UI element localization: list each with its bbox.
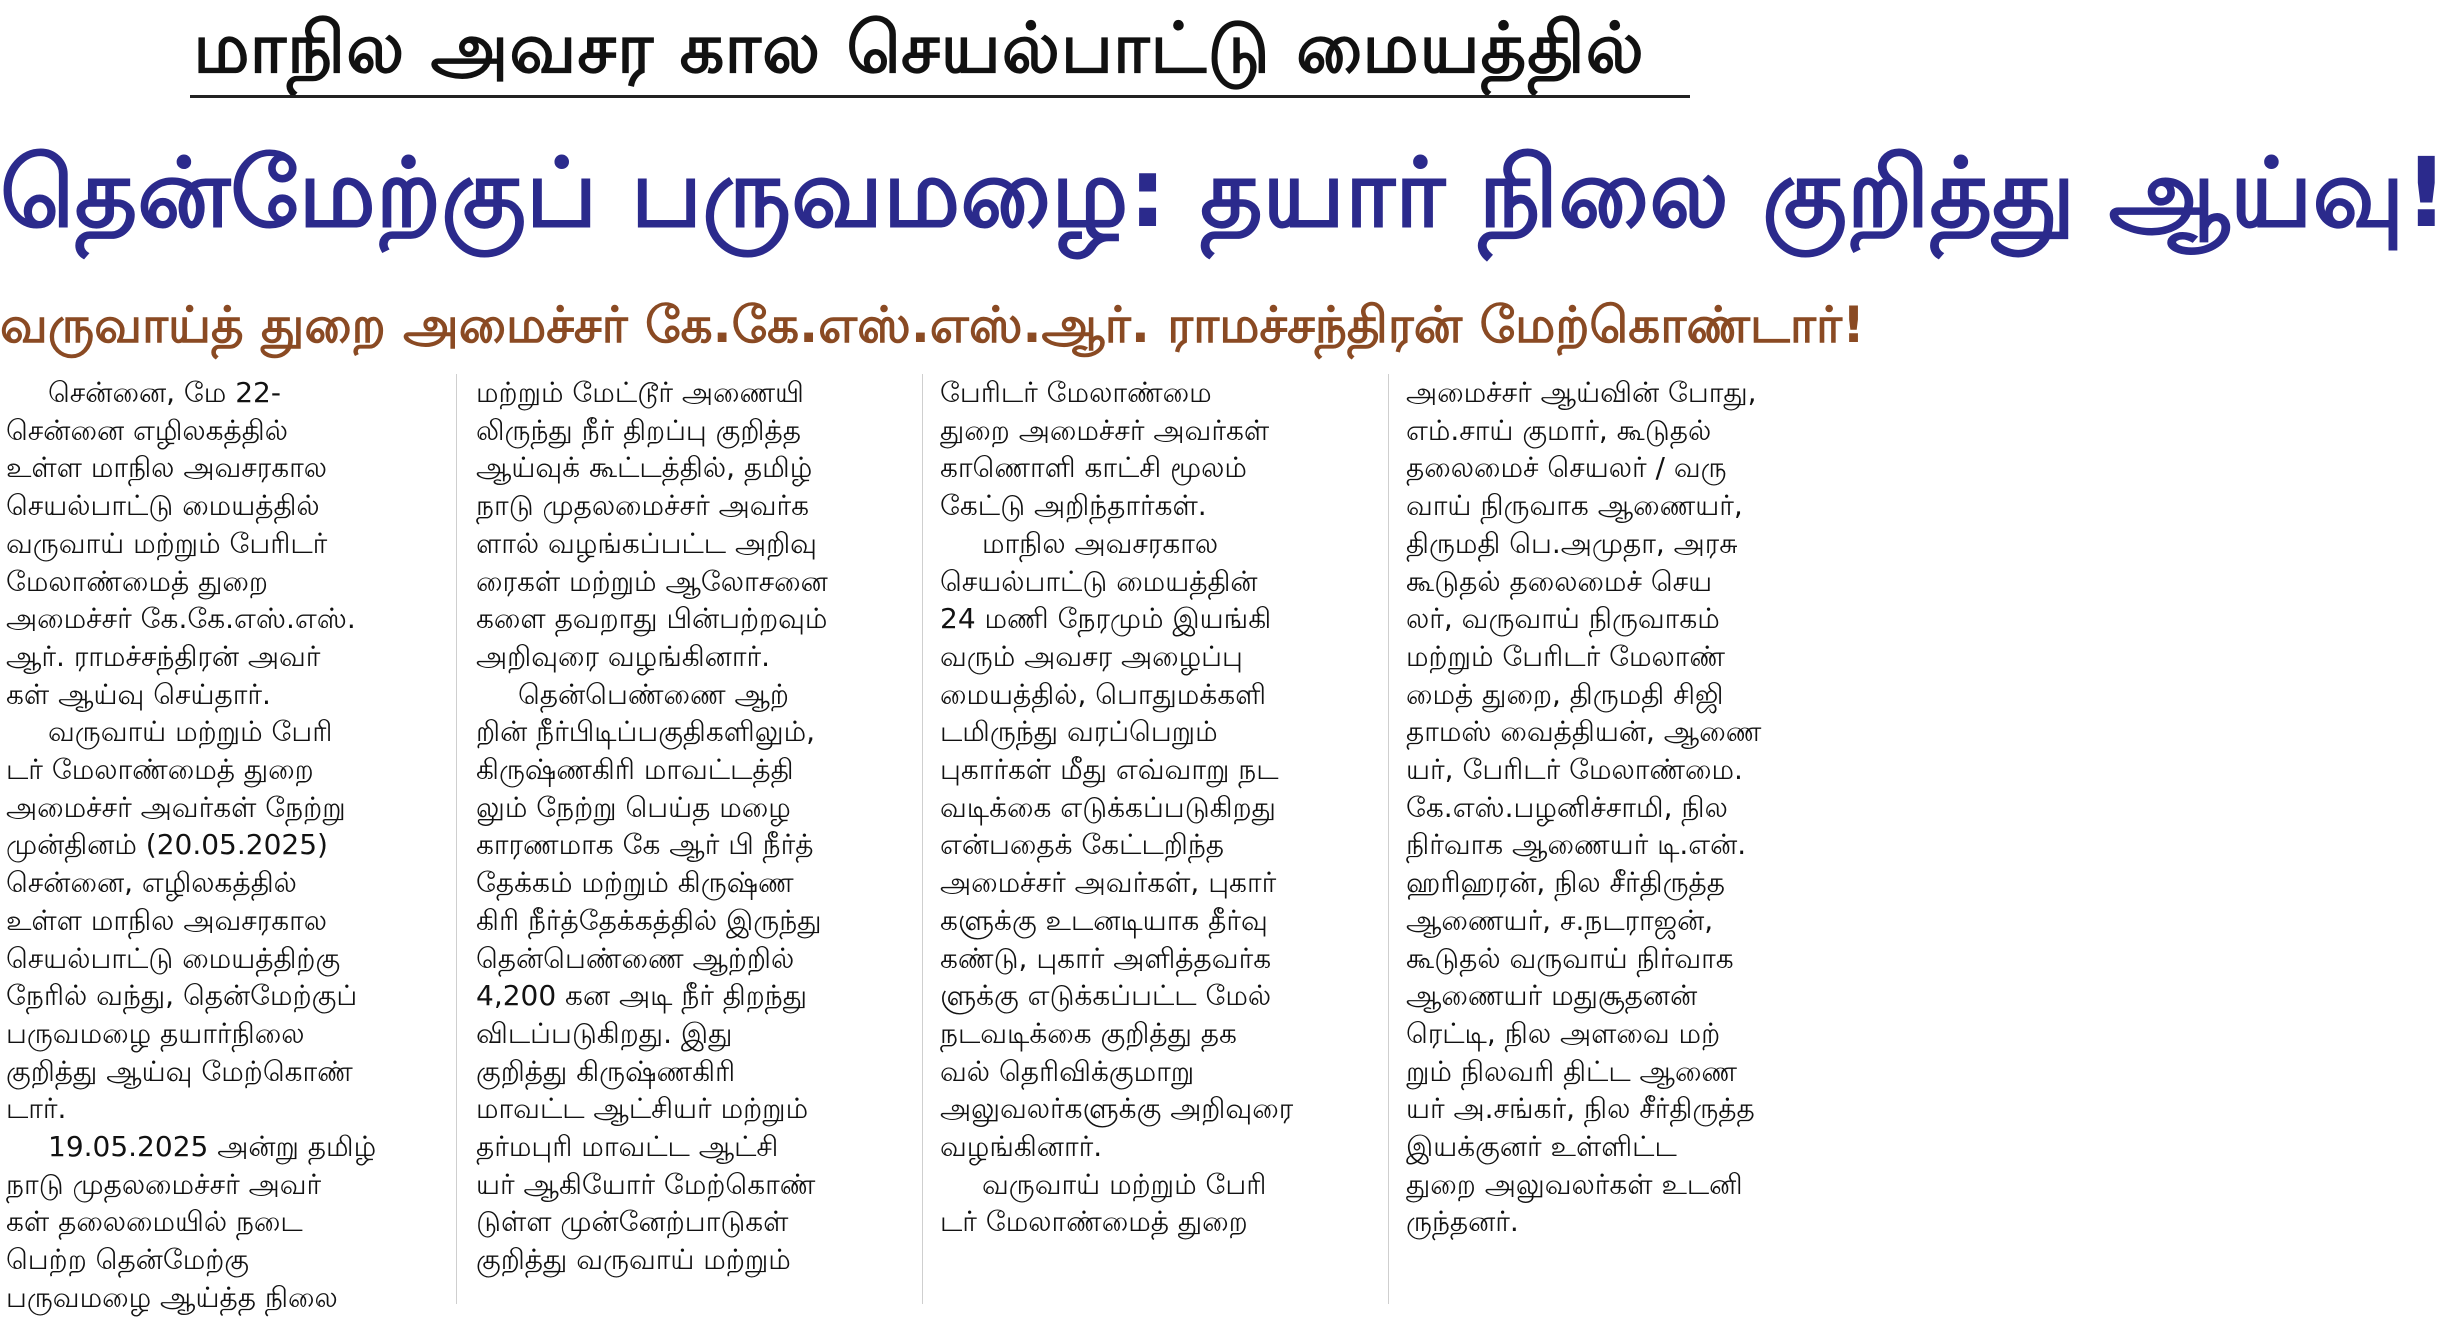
text-line: டர் மேலாண்மைத் துறை [940,1205,1248,1239]
text-line: களை தவறாது பின்பற்றவும் [476,602,828,636]
text-line: வருவாய் மற்றும் பேரிடர் [6,526,328,560]
text-line: ஆணையர் மதுசூதனன் [1406,979,1698,1013]
text-line: பெற்ற தென்மேற்கு [6,1243,250,1277]
text-line: செயல்பாட்டு மையத்தில் [6,489,320,523]
text-line: டுள்ள முன்னேற்பாடுகள் [476,1205,789,1239]
text-line: மற்றும் பேரிடர் மேலாண் [1406,639,1726,673]
text-line: ரெட்டி, நில அளவை மற் [1406,1016,1721,1050]
text-line: வடிக்கை எடுக்கப்படுகிறது [940,790,1276,824]
column-divider [456,374,457,1304]
text-line: கிரி நீர்த்தேக்கத்தில் இருந்து [476,903,822,937]
kicker-title: மாநில அவசர கால செயல்பாட்டு மையத்தில் [193,7,1645,89]
column-divider [1388,374,1389,1304]
kicker-underline [190,95,1690,98]
article-column-3 [940,374,1368,1314]
article-body [0,374,1838,1314]
text-line: கேட்டு அறிந்தார்கள். [940,489,1207,523]
text-line: காணொளி காட்சி மூலம் [940,451,1247,485]
text-line: குறித்து கிருஷ்ணகிரி [476,1054,736,1088]
text-line: வரும் அவசர அழைப்பு [940,639,1243,673]
article-column-1 [6,374,434,1314]
text-line: சென்னை, மே 22- [48,376,281,409]
text-line: கள் ஆய்வு செய்தார். [6,677,271,711]
text-line: அமைச்சர் அவர்கள் நேற்று [6,790,346,824]
text-line: புகார்கள் மீது எவ்வாறு நட [940,753,1279,787]
text-line: வாய் நிருவாக ஆணையர், [1406,489,1743,523]
text-line: மைத் துறை, திருமதி சிஜி [1406,677,1724,711]
text-line: கிருஷ்ணகிரி மாவட்டத்தி [476,753,794,787]
text-line: நேரில் வந்து, தென்மேற்குப் [6,979,358,1013]
text-line: றின் நீர்பிடிப்பகுதிகளிலும், [476,715,816,749]
text-line: யர் அ.சங்கர், நில சீர்திருத்த [1406,1092,1755,1126]
text-line: செயல்பாட்டு மையத்திற்கு [6,941,341,975]
text-line: தென்பெண்ணை ஆற் [518,677,789,711]
text-line: முன்தினம் (20.05.2025) [6,828,328,862]
headline: தென்மேற்குப் பருவமழை: தயார் நிலை குறித்து ஆய்வு! [0,137,2448,249]
text-line: கள் தலைமையில் நடை [6,1205,303,1239]
text-line: கூடுதல் வருவாய் நிர்வாக [1406,941,1734,975]
text-line: செயல்பாட்டு மையத்தின் [940,564,1258,598]
text-line: 24 மணி நேரமும் இயங்கி [940,602,1272,636]
text-line: காரணமாக கே ஆர் பி நீர்த் [476,828,814,862]
text-line: அமைச்சர் ஆய்வின் போது, [1406,376,1757,409]
text-line: பேரிடர் மேலாண்மை [940,376,1212,409]
text-line: ஹரிஹரன், நில சீர்திருத்த [1406,866,1726,900]
text-line: நடவடிக்கை குறித்து தக [940,1016,1237,1050]
text-line: உள்ள மாநில அவசரகால [6,903,327,937]
text-line: அலுவலர்களுக்கு அறிவுரை [940,1092,1294,1126]
text-line: தர்மபுரி மாவட்ட ஆட்சி [476,1130,779,1164]
text-line: 19.05.2025 அன்று தமிழ் [48,1130,377,1164]
text-line: நாடு முதலமைச்சர் அவர்க [476,489,810,523]
text-line: குறித்து வருவாய் மற்றும் [476,1243,791,1277]
text-line: நிர்வாக ஆணையர் டி.என். [1406,828,1747,862]
text-line: கண்டு, புகார் அளித்தவர்க [940,941,1272,975]
text-line: வருவாய் மற்றும் பேரி [982,1167,1267,1201]
article-column-2 [476,374,904,1314]
text-line: துறை அமைச்சர் அவர்கள் [940,413,1270,447]
text-line: பருவமழை ஆய்த்த நிலை [6,1280,338,1314]
text-line: பருவமழை தயார்நிலை [6,1016,305,1050]
text-line: களுக்கு உடனடியாக தீர்வு [940,903,1268,937]
text-line: துறை அலுவலர்கள் உடனி [1406,1167,1743,1201]
text-line: ளால் வழங்கப்பட்ட அறிவு [476,526,817,560]
subheadline: வருவாய்த் துறை அமைச்சர் கே.கே.எஸ்.எஸ்.ஆர். ராமச்சந்திரன் மேற்கொண்டார்! [0,296,1865,354]
text-line: ருந்தனர். [1406,1205,1519,1239]
text-line: இயக்குனர் உள்ளிட்ட [1406,1130,1677,1164]
column-divider [922,374,923,1304]
text-line: யர் ஆகியோர் மேற்கொண் [476,1167,816,1201]
text-line: தாமஸ் வைத்தியன், ஆணை [1406,715,1762,749]
text-line: ரைகள் மற்றும் ஆலோசனை [476,564,828,598]
text-line: டார். [6,1092,67,1126]
text-line: என்பதைக் கேட்டறிந்த [940,828,1225,862]
text-line: டமிருந்து வரப்பெறும் [940,715,1218,749]
text-line: அமைச்சர் கே.கே.எஸ்.எஸ். [6,602,356,636]
text-line: அறிவுரை வழங்கினார். [476,639,770,673]
text-line: ஆய்வுக் கூட்டத்தில், தமிழ் [476,451,813,485]
text-line: மற்றும் மேட்டூர் அணையி [476,376,804,409]
text-line: தேக்கம் மற்றும் கிருஷ்ண [476,866,794,900]
text-line: லர், வருவாய் நிருவாகம் [1406,602,1720,636]
article-column-4 [1406,374,1834,1314]
text-line: குறித்து ஆய்வு மேற்கொண் [6,1054,353,1088]
text-line: லிருந்து நீர் திறப்பு குறித்த [476,413,801,447]
text-line: டர் மேலாண்மைத் துறை [6,753,314,787]
text-line: யர், பேரிடர் மேலாண்மை. [1406,753,1743,787]
text-line: திருமதி பெ.அமுதா, அரசு [1406,526,1738,560]
text-line: லும் நேற்று பெய்த மழை [476,790,791,824]
text-line: ஆணையர், ச.நடராஜன், [1406,903,1714,937]
text-line: விடப்படுகிறது. இது [476,1016,733,1050]
text-line: வல் தெரிவிக்குமாறு [940,1054,1195,1088]
text-line: வழங்கினார். [940,1130,1103,1164]
text-line: அமைச்சர் அவர்கள், புகார் [940,866,1277,900]
text-line: எம்.சாய் குமார், கூடுதல் [1406,413,1712,447]
text-line: ஆர். ராமச்சந்திரன் அவர் [6,639,321,673]
text-line: றும் நிலவரி திட்ட ஆணை [1406,1054,1738,1088]
text-line: தலைமைச் செயலர் / வரு [1406,451,1727,485]
text-line: நாடு முதலமைச்சர் அவர் [6,1167,322,1201]
text-line: மேலாண்மைத் துறை [6,564,268,598]
text-line: ளுக்கு எடுக்கப்பட்ட மேல் [940,979,1272,1013]
text-line: மாநில அவசரகால [982,526,1219,560]
text-line: மாவட்ட ஆட்சியர் மற்றும் [476,1092,809,1126]
text-line: கூடுதல் தலைமைச் செய [1406,564,1713,598]
text-line: சென்னை எழிலகத்தில் [6,413,288,447]
text-line: மையத்தில், பொதுமக்களி [940,677,1267,711]
text-line: வருவாய் மற்றும் பேரி [48,715,333,749]
text-line: கே.எஸ்.பழனிச்சாமி, நில [1406,790,1728,824]
text-line: 4,200 கன அடி நீர் திறந்து [476,979,808,1013]
text-line: உள்ள மாநில அவசரகால [6,451,327,485]
text-line: சென்னை, எழிலகத்தில் [6,866,297,900]
text-line: தென்பெண்ணை ஆற்றில் [476,941,795,975]
